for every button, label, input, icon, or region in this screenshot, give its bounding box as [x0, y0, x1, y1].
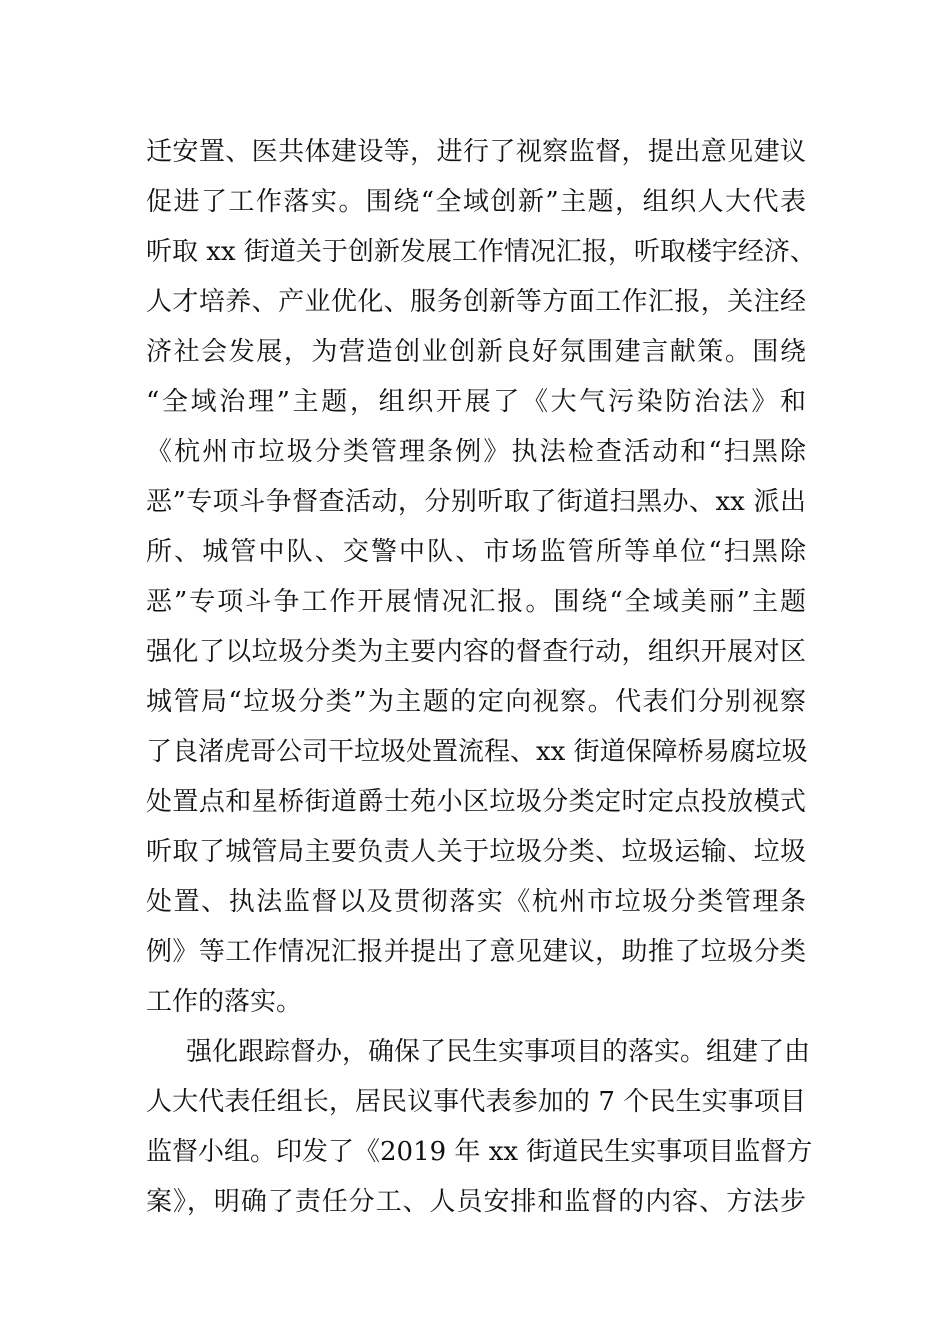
- text-line: 城管局“垃圾分类”为主题的定向视察。代表们分别视察: [146, 687, 806, 717]
- text-line: 恶”专项斗争工作开展情况汇报。围绕“全域美丽”主题: [146, 587, 806, 617]
- text-line: 了良渚虎哥公司干垃圾处置流程、xx 街道保障桥易腐垃圾: [146, 737, 808, 767]
- text-line: 恶”专项斗争督查活动，分别听取了街道扫黑办、xx 派出: [146, 487, 806, 517]
- text-line: 监督小组。印发了《2019 年 xx 街道民生实事项目监督方: [146, 1137, 813, 1167]
- text-line: 听取了城管局主要负责人关于垃圾分类、垃圾运输、垃圾: [146, 837, 806, 867]
- text-line: 促进了工作落实。围绕“全域创新”主题，组织人大代表: [146, 187, 806, 217]
- text-line: 例》等工作情况汇报并提出了意见建议，助推了垃圾分类: [146, 937, 806, 967]
- text-line: 听取 xx 街道关于创新发展工作情况汇报，听取楼宇经济、: [146, 237, 816, 267]
- text-line: 工作的落实。: [146, 987, 303, 1017]
- text-line: 处置点和星桥街道爵士苑小区垃圾分类定时定点投放模式: [146, 787, 806, 817]
- text-line: 处置、执法监督以及贯彻落实《杭州市垃圾分类管理条: [146, 887, 806, 917]
- text-line: 人才培养、产业优化、服务创新等方面工作汇报，关注经: [146, 287, 806, 317]
- text-line: 强化了以垃圾分类为主要内容的督查行动，组织开展对区: [146, 637, 806, 667]
- text-line: 济社会发展，为营造创业创新良好氛围建言献策。围绕: [146, 337, 806, 367]
- text-line: 人大代表任组长，居民议事代表参加的 7 个民生实事项目: [146, 1087, 806, 1117]
- text-line: 强化跟踪督办，确保了民生实事项目的落实。组建了由: [186, 1037, 811, 1067]
- text-line: “全域治理”主题，组织开展了《大气污染防治法》和: [146, 387, 806, 417]
- paragraph-1: [146, 127, 816, 1027]
- paragraph-2: [146, 1027, 813, 1227]
- text-line: 《杭州市垃圾分类管理条例》执法检查活动和“扫黑除: [146, 437, 806, 467]
- text-line: 所、城管中队、交警中队、市场监管所等单位“扫黑除: [146, 537, 806, 567]
- text-line: 案》，明确了责任分工、人员安排和监督的内容、方法步: [146, 1187, 806, 1217]
- text-line: 迁安置、医共体建设等，进行了视察监督，提出意见建议: [146, 137, 806, 167]
